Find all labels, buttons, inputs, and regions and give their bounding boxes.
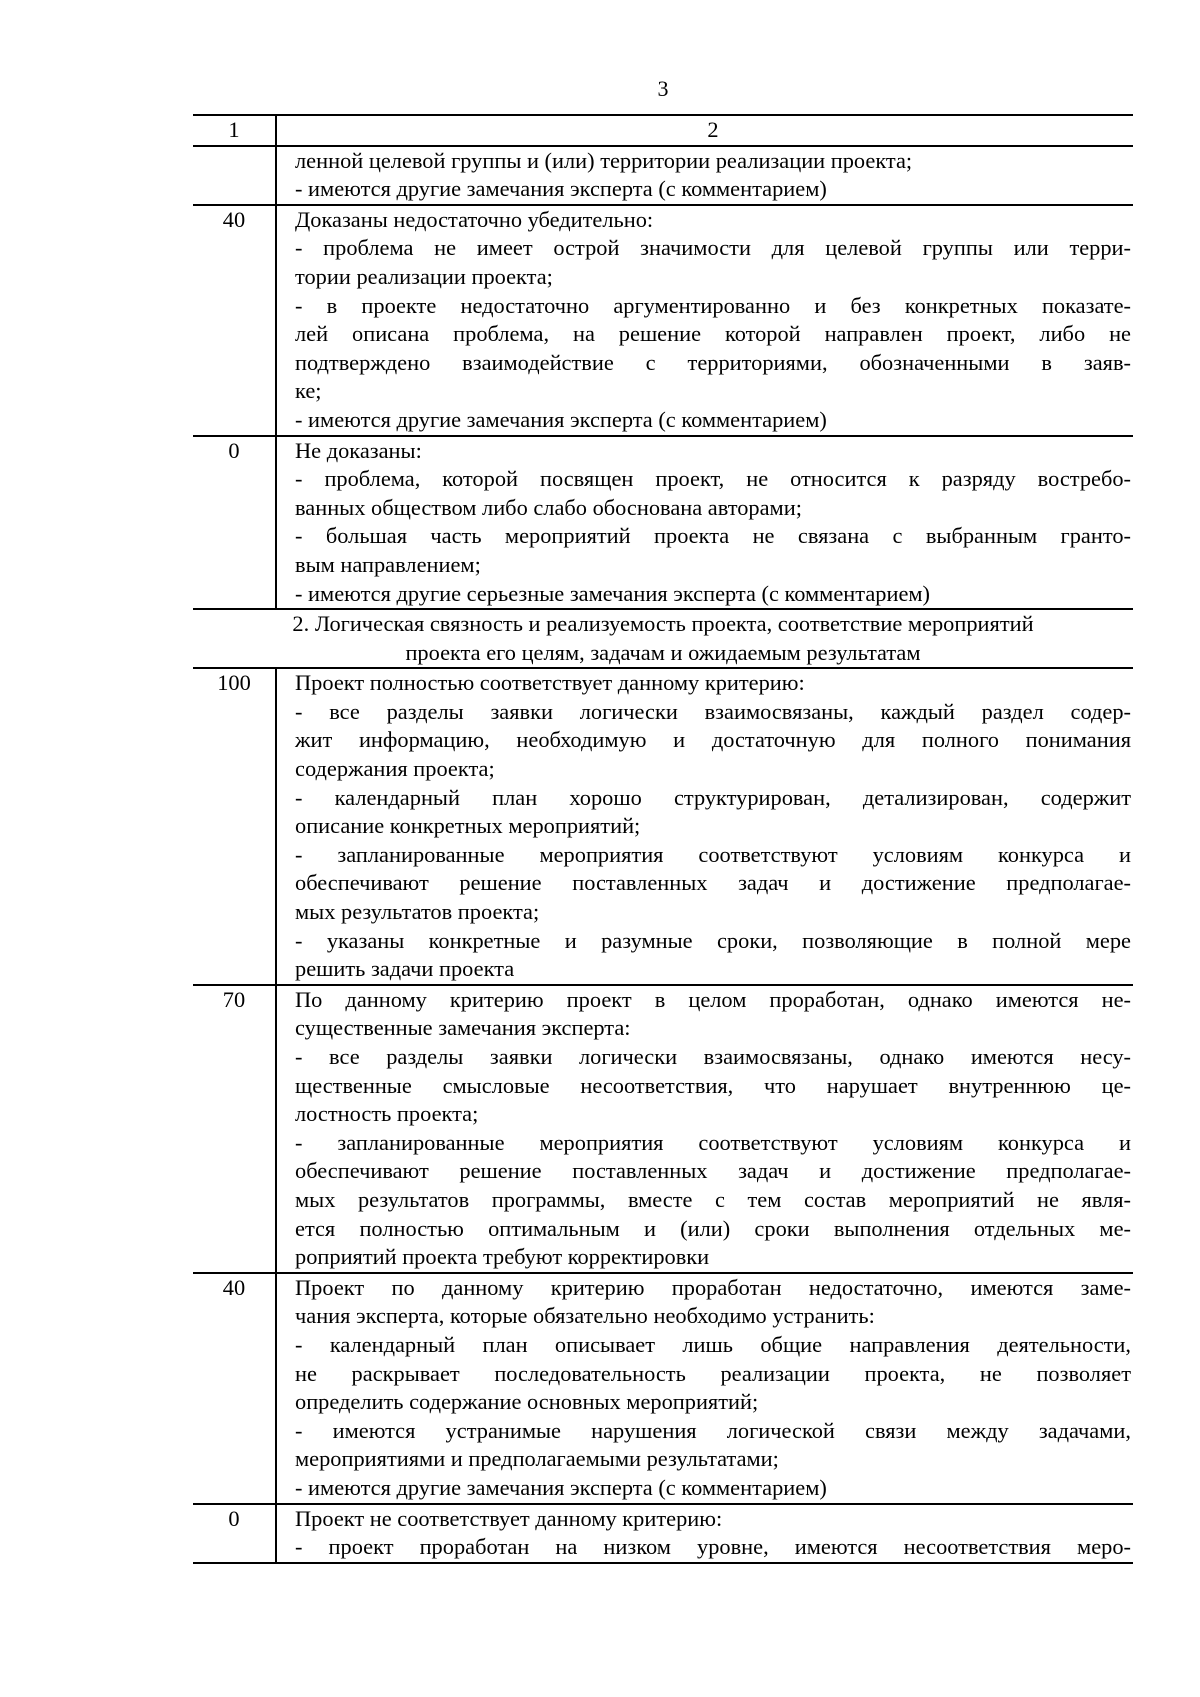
description-line: щественные смысловые несоответствия, что нарушает внутреннюю це-: [295, 1072, 1131, 1098]
description-line: - запланированные мероприятия соответствуют условиям конкурса и: [295, 841, 1131, 867]
description-line: - имеются другие замечания эксперта (с комментарием): [295, 1474, 827, 1500]
description-line: Проект по данному критерию проработан недостаточно, имеются заме-: [295, 1274, 1131, 1300]
criteria-row: [193, 985, 1133, 1273]
description-line: обеспечивают решение поставленных задач и достижение предполагае-: [295, 870, 1131, 896]
description-line: определить содержание основных мероприятий;: [295, 1389, 759, 1415]
criteria-row: [193, 668, 1133, 985]
description-line: роприятий проекта требуют корректировки: [295, 1244, 710, 1270]
score-cell: 40: [193, 1273, 276, 1504]
description-line: По данному критерию проект в целом проработан, однако имеются не-: [295, 986, 1131, 1012]
description-line: - проблема, которой посвящен проект, не относится к разряду востребо-: [295, 466, 1131, 492]
description-line: - большая часть мероприятий проекта не связана с выбранным гранто-: [295, 523, 1131, 549]
page-number: 3: [657, 76, 669, 101]
header-row: [193, 115, 1133, 146]
description-cell: [276, 1504, 1133, 1563]
description-cell: [276, 436, 1133, 610]
criteria-row: [193, 205, 1133, 436]
description-line: - календарный план хорошо структурирован, детализирован, содержит: [295, 784, 1131, 810]
description-line: вым направлением;: [295, 551, 481, 577]
description-line: решить задачи проекта: [295, 956, 515, 982]
description-line: - все разделы заявки логически взаимосвязаны, каждый раздел содер-: [295, 698, 1131, 724]
description-line: Доказаны недостаточно убедительно:: [295, 206, 654, 232]
description-line: лей описана проблема, на решение которой направлен проект, либо не: [295, 321, 1131, 347]
description-line: Проект полностью соответствует данному критерию:: [295, 670, 805, 696]
section-heading-row: [193, 609, 1133, 668]
description-cell: [276, 985, 1133, 1273]
criteria-row: [193, 146, 1133, 205]
description-line: - все разделы заявки логически взаимосвязаны, однако имеются несу-: [295, 1044, 1131, 1069]
description-line: жит информацию, необходимую и достаточную для полного понимания: [295, 727, 1131, 753]
description-line: - имеются устранимые нарушения логической связи между задачами,: [295, 1417, 1131, 1443]
description-line: - имеются другие замечания эксперта (с комментарием): [295, 406, 827, 432]
description-line: мероприятиями и предполагаемыми результатами;: [295, 1446, 779, 1472]
description-line: мых результатов проекта;: [295, 899, 540, 925]
description-cell: [276, 668, 1133, 985]
section-heading-line: 2. Логическая связность и реализуемость проекта, соответствие мероприятий: [292, 611, 1034, 637]
header-col1: 1: [193, 115, 276, 146]
description-cell: [276, 205, 1133, 436]
description-line: не раскрывает последовательность реализации проекта, не позволяет: [295, 1360, 1131, 1386]
criteria-table-body: [193, 115, 1133, 1563]
description-line: - в проекте недостаточно аргументированно и без конкретных показате-: [295, 292, 1131, 318]
criteria-row: [193, 1504, 1133, 1563]
description-line: - имеются другие серьезные замечания эксперта (с комментарием): [295, 580, 931, 606]
description-cell: [276, 1273, 1133, 1504]
description-line: существенные замечания эксперта:: [295, 1015, 631, 1041]
description-line: ке;: [295, 378, 322, 404]
criteria-row: [193, 436, 1133, 610]
description-line: тории реализации проекта;: [295, 263, 553, 289]
description-line: лостность проекта;: [295, 1101, 479, 1127]
score-cell: 100: [193, 668, 276, 985]
description-cell: [276, 146, 1133, 205]
description-line: ется полностью оптимальным и (или) сроки выполнения отдельных ме-: [295, 1215, 1131, 1241]
description-line: - проект проработан на низком уровне, имеются несоответствия меро-: [295, 1534, 1131, 1560]
description-line: ванных обществом либо слабо обоснована авторами;: [295, 494, 802, 520]
criteria-table: [193, 114, 1133, 1564]
score-cell: 0: [193, 436, 276, 610]
section-heading: [193, 609, 1133, 668]
section-heading-line: проекта его целям, задачам и ожидаемым результатам: [405, 639, 921, 665]
description-line: Не доказаны:: [295, 437, 422, 463]
description-line: - указаны конкретные и разумные сроки, позволяющие в полной мере: [295, 927, 1131, 953]
score-cell: 70: [193, 985, 276, 1273]
criteria-row: [193, 1273, 1133, 1504]
description-line: мых результатов программы, вместе с тем состав мероприятий не явля-: [295, 1186, 1131, 1212]
description-line: содержания проекта;: [295, 756, 495, 782]
description-line: обеспечивают решение поставленных задач и достижение предполагае-: [295, 1158, 1131, 1184]
description-line: - запланированные мероприятия соответствуют условиям конкурса и: [295, 1129, 1131, 1155]
score-cell: 0: [193, 1504, 276, 1563]
description-line: ленной целевой группы и (или) территории реализации проекта;: [295, 147, 913, 173]
description-line: - проблема не имеет острой значимости для целевой группы или терри-: [295, 235, 1131, 261]
score-cell: 40: [193, 205, 276, 436]
description-line: - имеются другие замечания эксперта (с комментарием): [295, 176, 827, 202]
description-line: подтверждено взаимодействие с территориями, обозначенными в заяв-: [295, 349, 1131, 375]
header-col2: 2: [276, 115, 1133, 146]
description-line: чания эксперта, которые обязательно необходимо устранить:: [295, 1303, 875, 1329]
description-line: - календарный план описывает лишь общие направления деятельности,: [295, 1331, 1131, 1357]
score-cell: [193, 146, 276, 205]
description-line: Проект не соответствует данному критерию:: [295, 1505, 723, 1531]
description-line: описание конкретных мероприятий;: [295, 813, 641, 839]
